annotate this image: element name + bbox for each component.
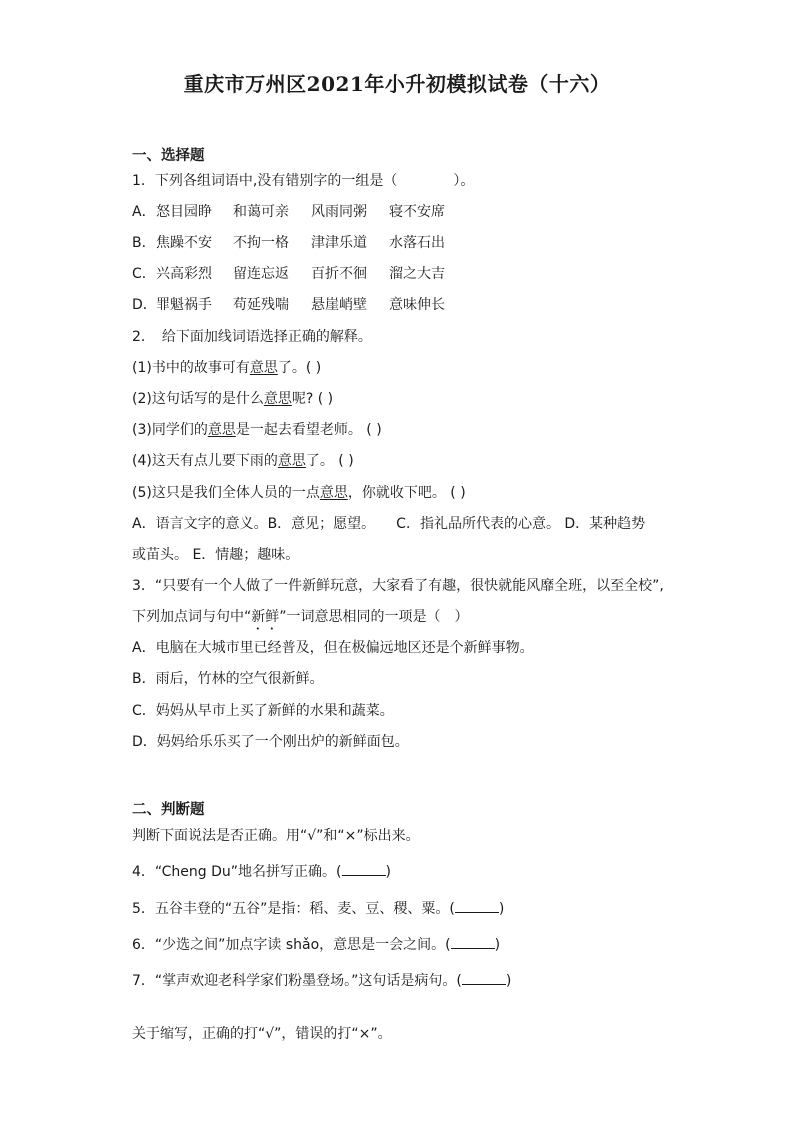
q2-item-5 <box>132 483 466 503</box>
underlined-word: 意思 <box>319 485 348 501</box>
question-2-choices-line2: 或苗头。 E．情趣；趣味。 <box>132 547 300 563</box>
option-word: 津津乐道 <box>311 235 367 251</box>
option-word: 兴高彩烈 <box>156 266 212 282</box>
judge-item-text: 4．“Cheng Du”地名拼写正确。( <box>132 864 342 880</box>
q3-option-d[interactable]: D．妈妈给乐乐买了一个刚出炉的新鲜面包。 <box>132 734 409 750</box>
section-2-footer: 关于缩写，正确的打“√”，错误的打“×”。 <box>132 1026 392 1042</box>
question-3-stem-pre: 下列加点词与句中“ <box>132 609 252 625</box>
judge-item-5 <box>132 899 504 919</box>
option-word: 和蔼可亲 <box>233 204 289 220</box>
option-word: 意味伸长 <box>389 297 445 313</box>
judge-item-7 <box>132 971 511 991</box>
question-3-stem-line2 <box>132 607 469 633</box>
page-title: 重庆市万州区2021年小升初模拟试卷（十六） <box>183 72 611 96</box>
q2-item-2 <box>132 389 333 409</box>
underlined-word: 意思 <box>207 422 236 438</box>
q3-option-a[interactable]: A．电脑在大城市里已经普及，但在极偏远地区还是个新鲜事物。 <box>132 640 534 656</box>
option-word: 百折不徊 <box>311 266 367 282</box>
item-text: (3)同学们的 <box>132 422 208 438</box>
option-word: 留连忘返 <box>233 266 289 282</box>
item-text: 了。 ( ) <box>305 453 354 469</box>
question-1-stem-end: ）。 <box>453 173 475 189</box>
option-word: 苟延残喘 <box>233 297 289 313</box>
answer-blank[interactable] <box>451 936 495 949</box>
option-label: C． <box>132 266 156 282</box>
item-text: 是一起去看望老师。 ( ) <box>235 422 382 438</box>
answer-blank[interactable] <box>342 863 386 876</box>
answer-blank[interactable] <box>455 900 499 913</box>
underlined-word: 意思 <box>277 453 306 469</box>
item-text: 了。( ) <box>277 360 322 376</box>
question-2-choices-line1: A．语言文字的意义。B．意见；愿望。 C．指礼品所代表的心意。 D．某种趋势 <box>132 516 646 532</box>
q2-item-1 <box>132 358 321 378</box>
option-label: D． <box>132 297 157 313</box>
option-word: 罪魁祸手 <box>156 297 212 313</box>
underlined-word: 意思 <box>263 391 292 407</box>
section-heading-judge: 二、判断题 <box>132 802 205 818</box>
option-word: 怒目园睁 <box>156 204 212 220</box>
q2-item-3 <box>132 420 382 440</box>
option-word: 不拘一格 <box>233 235 289 251</box>
judge-item-end: ) <box>385 864 391 880</box>
item-text: (4)这天有点儿要下雨的 <box>132 453 278 469</box>
q2-item-4 <box>132 451 354 471</box>
q3-option-b[interactable]: B．雨后，竹林的空气很新鲜。 <box>132 671 324 687</box>
item-text: (2)这句话写的是什么 <box>132 391 264 407</box>
judge-item-text: 7．“掌声欢迎老科学家们粉墨登场。”这句话是病句。( <box>132 973 462 989</box>
option-word: 悬崖峭壁 <box>311 297 367 313</box>
judge-item-4 <box>132 862 391 882</box>
judge-item-end: ) <box>505 973 512 989</box>
section-heading-choice: 一、选择题 <box>132 148 205 164</box>
option-word: 焦躁不安 <box>156 235 212 251</box>
item-text: 呢? ( ) <box>291 391 334 407</box>
item-text: (1)书中的故事可有 <box>132 360 250 376</box>
option-word: 水落石出 <box>389 235 445 251</box>
q3-option-c[interactable]: C．妈妈从早市上买了新鲜的水果和蔬菜。 <box>132 703 394 719</box>
section-2-intro: 判断下面说法是否正确。用“√”和“×”标出来。 <box>132 828 420 844</box>
judge-item-text: 5．五谷丰登的“五谷”是指：稻、麦、豆、稷、粟。( <box>132 901 455 917</box>
item-text: ，你就收下吧。 ( ) <box>347 485 466 501</box>
dotted-word: 新鲜 <box>251 609 280 625</box>
question-1-stem <box>132 171 474 191</box>
question-1-stem-text: 1．下列各组词语中,没有错别字的一组是（ <box>132 173 398 189</box>
option-label: B． <box>132 235 156 251</box>
option-label: A． <box>132 204 156 220</box>
option-word: 溜之大吉 <box>389 266 445 282</box>
question-3-stem-line1: 3．“只要有一个人做了一件新鲜玩意，大家看了有趣，很快就能风靡全班，以至全校”, <box>132 578 664 594</box>
item-text: (5)这只是我们全体人员的一点 <box>132 485 320 501</box>
judge-item-end: ) <box>498 901 505 917</box>
judge-item-end: ) <box>494 937 501 953</box>
option-word: 风雨同粥 <box>311 204 367 220</box>
underlined-word: 意思 <box>249 360 278 376</box>
option-word: 寝不安席 <box>389 204 445 220</box>
question-3-stem-post: ”一词意思相同的一项是（ ） <box>279 609 469 625</box>
question-2-stem: 2． 给下面加线词语选择正确的解释。 <box>132 329 372 345</box>
judge-item-6 <box>132 935 500 955</box>
judge-item-text: 6．“少选之间”加点字读 shǎo，意思是一会之间。( <box>132 937 451 953</box>
answer-blank[interactable] <box>462 972 506 985</box>
